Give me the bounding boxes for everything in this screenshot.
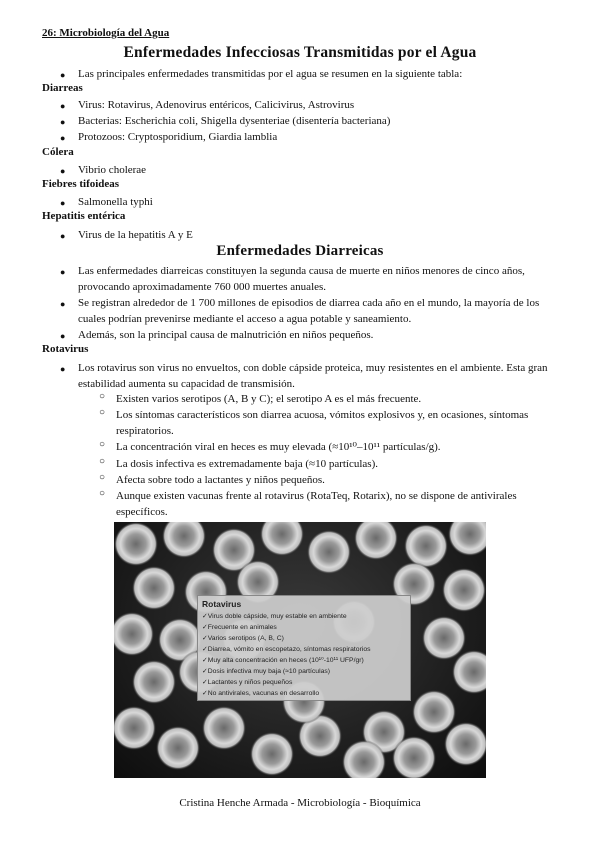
virus-particle [412, 690, 456, 734]
rotavirus-sub-sintomas: Los síntomas característicos son diarrea acuosa, vómitos explosivos y, en ocasiones, síntomas respiratorios. [116, 409, 529, 437]
bullet-dot: ● [60, 166, 66, 176]
heading-fiebres-tifoideas: Fiebres tifoideas [42, 178, 120, 190]
virus-particle [442, 568, 486, 612]
summary-item: ✓Diarrea, vómito en escopetazo, síntomas respiratorios [202, 646, 371, 653]
rotavirus-summary-box [197, 595, 411, 701]
bullet-dot: ● [60, 331, 66, 341]
diarreas-item-bacterias: Bacterias: Escherichia coli, Shigella dysenteriae (disentería bacteriana) [78, 115, 391, 127]
virus-particle [404, 524, 448, 568]
circle-bullet: ○ [99, 439, 106, 450]
bullet-dot: ● [60, 117, 66, 127]
heading-hepatitis: Hepatitis entérica [42, 210, 126, 222]
bullet-dot: ● [60, 133, 66, 143]
bullet-dot: ● [60, 70, 66, 80]
virus-particle [114, 522, 158, 566]
circle-bullet: ○ [99, 472, 106, 483]
rotavirus-micrograph [114, 522, 486, 778]
summary-item: ✓Muy alta concentración en heces (10¹⁰-10¹¹ UFP/gr) [202, 657, 364, 664]
rotavirus-sub-vacunas: Aunque existen vacunas frente al rotavirus (RotaTeq, Rotarix), no se dispone de antivirales específicos. [116, 490, 517, 518]
virus-particle [114, 706, 156, 750]
diarreas-item-protozoos: Protozoos: Cryptosporidium, Giardia lamblia [78, 131, 278, 143]
virus-particle [422, 616, 466, 660]
virus-particle [250, 732, 294, 776]
virus-particle [132, 660, 176, 704]
footer-author: Cristina Henche Armada - Microbiología - Bioquímica [179, 797, 421, 809]
summary-box-title: Rotavirus [202, 599, 242, 609]
circle-bullet: ○ [99, 391, 106, 402]
bullet-dot: ● [60, 198, 66, 208]
virus-particle [260, 522, 304, 556]
virus-particle [448, 522, 486, 556]
rotavirus-sub-serotipos: Existen varios serotipos (A, B y C); el serotipo A es el más frecuente. [116, 393, 422, 405]
bullet-dot: ● [60, 299, 66, 309]
summary-item: ✓Varios serotipos (A, B, C) [202, 635, 284, 642]
summary-item: ✓Frecuente en animales [202, 624, 277, 631]
title-enfermedades-diarreicas: Enfermedades Diarreicas [216, 243, 384, 259]
diarreas-item-virus: Virus: Rotavirus, Adenovirus entéricos, Calicivirus, Astrovirus [78, 99, 355, 111]
virus-particle [162, 522, 206, 558]
diarreicas-item-muertes: Las enfermedades diarreicas constituyen la segunda causa de muerte en niños menores de cinco años, provocando aproximadamente 760 000 muertes anuales. [78, 265, 525, 293]
virus-particle [202, 706, 246, 750]
bullet-dot: ● [60, 267, 66, 277]
summary-item: ✓Virus doble cápside, muy estable en ambiente [202, 613, 347, 620]
bullet-dot: ● [60, 231, 66, 241]
virus-particle [392, 736, 436, 778]
heading-colera: Cólera [42, 146, 74, 158]
intro-bullet: Las principales enfermedades transmitidas por el agua se resumen en la siguiente tabla: [78, 68, 463, 80]
rotavirus-sub-lactantes: Afecta sobre todo a lactantes y niños pequeños. [116, 474, 325, 486]
bullet-dot: ● [60, 101, 66, 111]
summary-item: ✓Dosis infectiva muy baja (≈10 partículas) [202, 668, 331, 675]
bullet-dot: ● [60, 364, 66, 374]
fiebres-item: Salmonella typhi [78, 196, 153, 208]
virus-particle [114, 612, 154, 656]
summary-item: ✓Lactantes y niños pequeños [202, 679, 293, 686]
rotavirus-sub-concentracion: La concentración viral en heces es muy elevada (≈10¹⁰–10¹¹ partículas/g). [116, 441, 441, 453]
circle-bullet: ○ [99, 407, 106, 418]
title-enfermedades-infecciosas: Enfermedades Infecciosas Transmitidas por el Agua [123, 44, 477, 61]
diarreicas-item-malnutricion: Además, son la principal causa de malnutrición en niños pequeños. [78, 329, 374, 341]
virus-particle [307, 530, 351, 574]
summary-item: ✓No antivirales, vacunas en desarrollo [202, 690, 320, 697]
virus-particle [444, 722, 486, 766]
circle-bullet: ○ [99, 488, 106, 499]
virus-particle [156, 726, 200, 770]
hepatitis-item: Virus de la hepatitis A y E [78, 229, 193, 241]
virus-particle [354, 522, 398, 560]
virus-particle [132, 566, 176, 610]
section-label: 26: Microbiología del Agua [42, 27, 170, 39]
heading-rotavirus: Rotavirus [42, 343, 89, 355]
rotavirus-main-item: Los rotavirus son virus no envueltos, con doble cápside proteica, muy resistentes en el ambiente. Esta gran estabilidad aumenta su capacidad de transmisión. [78, 362, 548, 390]
rotavirus-sub-dosis: La dosis infectiva es extremadamente baja (≈10 partículas). [116, 458, 378, 470]
circle-bullet: ○ [99, 456, 106, 467]
colera-item: Vibrio cholerae [78, 164, 147, 176]
virus-particle [452, 650, 486, 694]
heading-diarreas: Diarreas [42, 82, 83, 94]
diarreicas-item-episodios: Se registran alrededor de 1 700 millones de episodios de diarrea cada año en el mundo, la mayoría de los cuales podrían prevenirse mediante el acceso a agua potable y saneamiento. [78, 297, 540, 325]
